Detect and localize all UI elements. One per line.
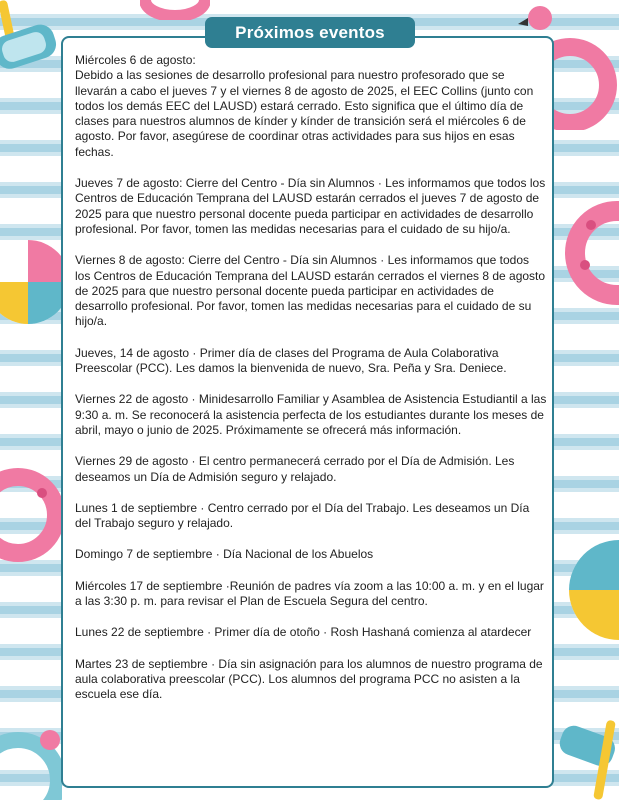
- snorkel-mask-icon: [0, 0, 70, 95]
- page-title: [205, 17, 415, 48]
- pink-float-ring-icon: [555, 195, 619, 315]
- pink-float-ring-icon: [140, 0, 210, 20]
- events-list: [75, 53, 547, 719]
- event-item: Viernes 22 de agosto · Minidesarrollo Familiar y Asamblea de Asistencia Estudiantil a las 9:30 a. m. Se reconocerá la asistencia perfecta de los estudiantes durante los meses de abril, mayo o junio de 2025. Próximamente se ofrecerá más información.: [75, 392, 547, 437]
- event-item: Domingo 7 de septiembre · Día Nacional de los Abuelos: [75, 547, 374, 562]
- event-item: Martes 23 de septiembre · Día sin asignación para los alumnos de nuestro programa de aula colaborativa preescolar (PCC). Los alumnos del programa PCC no asisten a la escuela ese día.: [75, 656, 543, 702]
- float-ring-icon: [0, 700, 62, 800]
- event-item: Jueves, 14 de agosto · Primer día de clases del Programa de Aula Colaborativa Preescolar (PCC). Les damos la bienvenida de nuevo, Sra. Peña y Sra. Deniece.: [75, 345, 507, 376]
- event-item: [75, 53, 547, 160]
- event-text: Debido a las sesiones de desarrollo profesional para nuestro profesorado que se llevarán a cabo el jueves 7 y el viernes 8 de agosto de 2025, el EEC Collins (junto con todos los demás EEC del LAUSD) estará cerrado. Esto significa que el último día de clases para nuestros alumnos de kínder y kínder de transición será el miércoles 6 de agosto. Por favor, asegúrese de coordinar otras actividades para sus hijos en esas fechas.: [75, 68, 534, 159]
- event-item: Viernes 8 de agosto: Cierre del Centro - Día sin Alumnos · Les informamos que todos los Centros de Educación Temprana del LAUSD estarán cerrados el viernes 8 de agosto de 2025 para que nuestro personal docente pueda participar en actividades de desarrollo profesional. Por favor, tomen las medidas necesarias para el cuidado de su hijo/a.: [75, 253, 546, 329]
- event-item: Lunes 22 de septiembre · Primer día de otoño · Rosh Hashaná comienza al atardecer: [75, 625, 532, 640]
- beach-ball-icon: [0, 235, 62, 330]
- event-item: Miércoles 17 de septiembre ·Reunión de padres vía zoom a las 10:00 a. m. y en el lugar a las 3:30 p. m. para revisar el Plan de Escuela Segura del centro.: [75, 578, 544, 609]
- pink-float-ring-icon: [0, 455, 62, 575]
- event-item: Lunes 1 de septiembre · Centro cerrado por el Día del Trabajo. Les deseamos un Día del Trabajo seguro y relajado.: [75, 500, 530, 531]
- event-item: Jueves 7 de agosto: Cierre del Centro - Día sin Alumnos · Les informamos que todos los Centros de Educación Temprana del LAUSD estarán cerrados el jueves 7 de agosto de 2025 para que nuestro personal docente pueda participar en actividades de desarrollo profesional. Por favor, tomen las medidas necesarias para el cuidado de su hijo/a.: [75, 176, 546, 236]
- event-date: Miércoles 6 de agosto:: [75, 53, 196, 67]
- event-item: Viernes 29 de agosto · El centro permanecerá cerrado por el Día de Admisión. Les deseamos un Día de Admisión seguro y relajado.: [75, 454, 515, 484]
- beach-ball-icon: [555, 535, 619, 645]
- events-card: [61, 36, 554, 788]
- page-title-text: Próximos eventos: [235, 22, 385, 42]
- snorkel-mask-icon: [555, 700, 619, 800]
